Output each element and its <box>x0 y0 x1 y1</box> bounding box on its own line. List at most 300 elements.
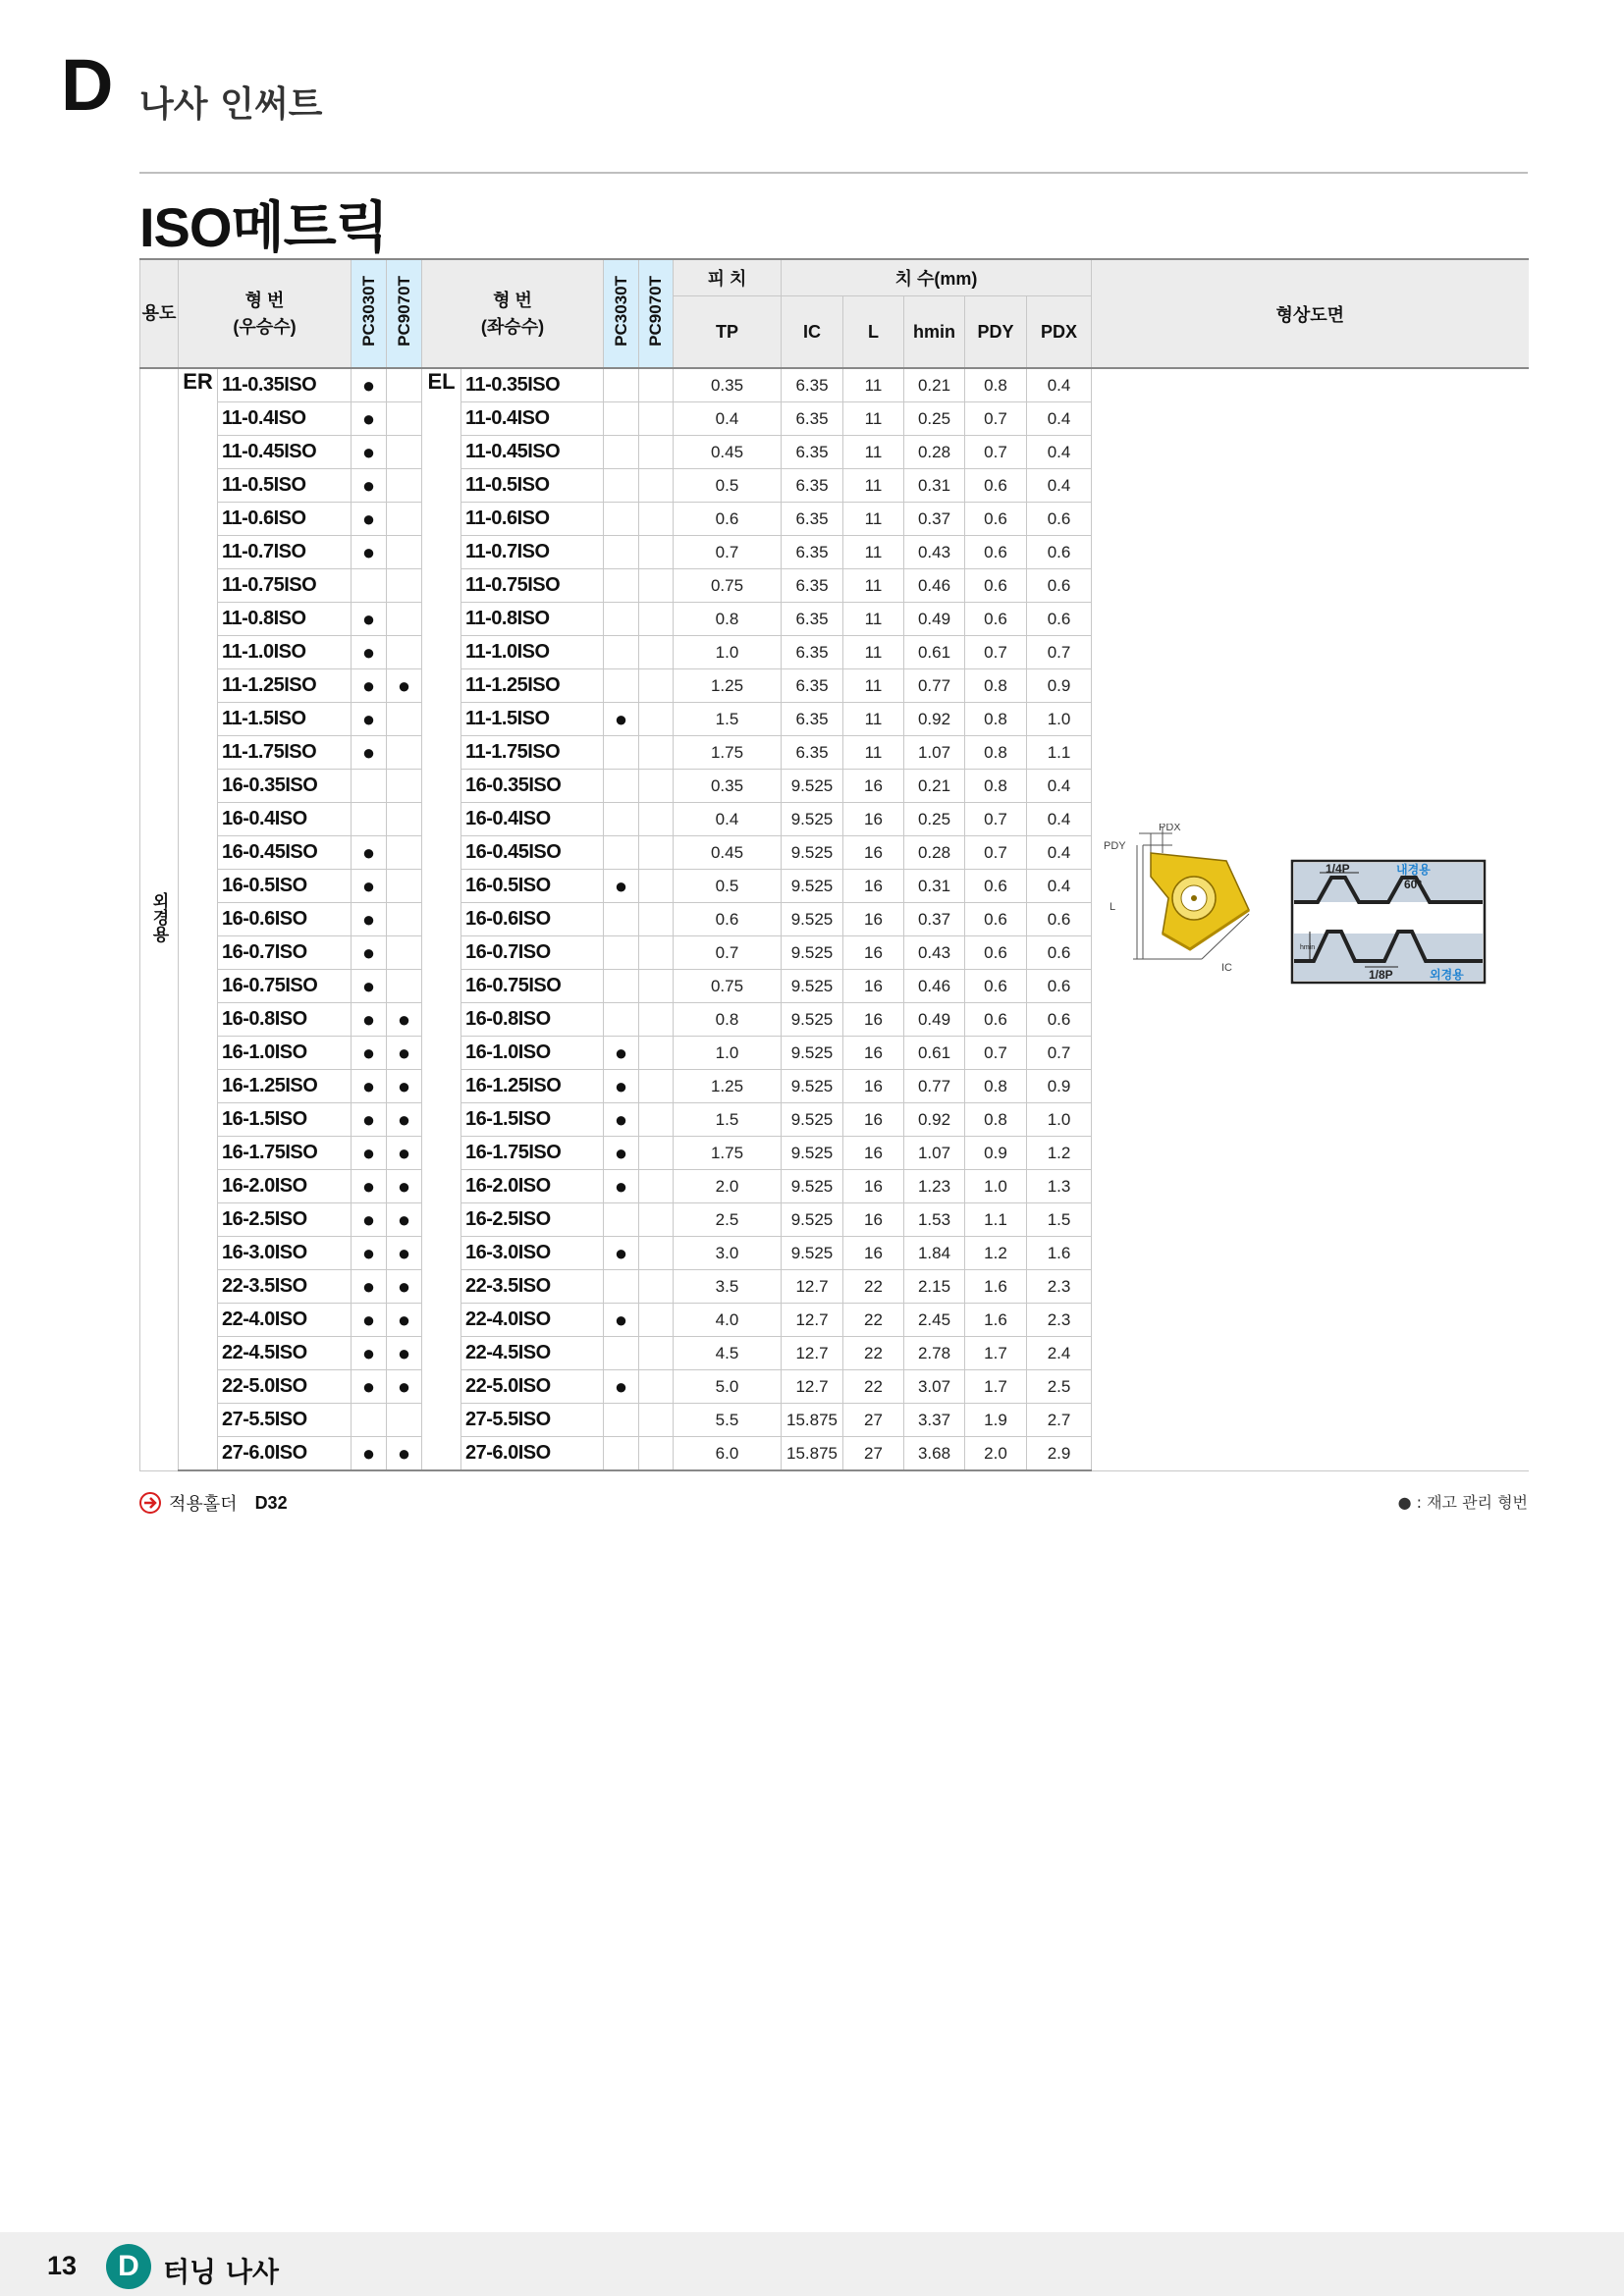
stock-l-pc3030t <box>604 1203 639 1237</box>
pdy-label: PDY <box>1104 840 1126 853</box>
value-hmin: 0.28 <box>904 836 965 870</box>
value-tp: 0.35 <box>674 368 782 402</box>
value-tp: 2.0 <box>674 1170 782 1203</box>
value-ic: 12.7 <box>782 1304 843 1337</box>
model-right: 16-0.5ISO <box>218 870 352 903</box>
stock-r-pc3030t: ● <box>352 1070 387 1103</box>
value-pdx: 0.6 <box>1027 903 1092 936</box>
value-ic: 6.35 <box>782 436 843 469</box>
value-l: 11 <box>843 603 904 636</box>
stock-l-pc9070t <box>639 1437 674 1471</box>
stock-r-pc3030t <box>352 1404 387 1437</box>
stock-l-pc9070t <box>639 870 674 903</box>
value-ic: 9.525 <box>782 836 843 870</box>
value-pdx: 0.9 <box>1027 669 1092 703</box>
stock-l-pc9070t <box>639 1404 674 1437</box>
model-right: 11-0.4ISO <box>218 402 352 436</box>
stock-r-pc9070t: ● <box>387 1170 422 1203</box>
value-l: 11 <box>843 636 904 669</box>
drawing-cell <box>1092 368 1529 1470</box>
value-tp: 0.6 <box>674 503 782 536</box>
stock-r-pc3030t: ● <box>352 368 387 402</box>
value-tp: 2.5 <box>674 1203 782 1237</box>
stock-r-pc3030t: ● <box>352 1304 387 1337</box>
stock-r-pc3030t: ● <box>352 603 387 636</box>
prefix-left <box>422 1437 461 1471</box>
value-pdy: 0.8 <box>965 1103 1027 1137</box>
value-ic: 9.525 <box>782 1203 843 1237</box>
stock-r-pc9070t <box>387 469 422 503</box>
value-l: 11 <box>843 436 904 469</box>
value-pdx: 0.6 <box>1027 536 1092 569</box>
value-pdy: 0.6 <box>965 603 1027 636</box>
stock-r-pc3030t <box>352 803 387 836</box>
prefix-right <box>179 970 218 1003</box>
value-hmin: 0.31 <box>904 469 965 503</box>
value-l: 11 <box>843 703 904 736</box>
prefix-left <box>422 836 461 870</box>
col-grade-pc9070t-left: PC9070T <box>639 259 674 368</box>
stock-l-pc3030t: ● <box>604 1070 639 1103</box>
stock-l-pc3030t: ● <box>604 1370 639 1404</box>
stock-r-pc9070t: ● <box>387 1037 422 1070</box>
value-l: 11 <box>843 736 904 770</box>
prefix-left <box>422 603 461 636</box>
model-left: 16-0.5ISO <box>461 870 604 903</box>
model-right: 16-0.6ISO <box>218 903 352 936</box>
stock-r-pc9070t: ● <box>387 1304 422 1337</box>
prefix-left <box>422 1304 461 1337</box>
value-ic: 12.7 <box>782 1270 843 1304</box>
prefix-right <box>179 436 218 469</box>
value-pdy: 1.7 <box>965 1337 1027 1370</box>
applicable-holder[interactable] <box>139 1490 288 1516</box>
model-left: 22-5.0ISO <box>461 1370 604 1404</box>
value-pdx: 2.3 <box>1027 1304 1092 1337</box>
prefix-right: ER <box>179 368 218 402</box>
value-tp: 0.5 <box>674 870 782 903</box>
stock-r-pc3030t: ● <box>352 1237 387 1270</box>
prefix-left <box>422 736 461 770</box>
stock-l-pc3030t <box>604 836 639 870</box>
value-hmin: 0.43 <box>904 536 965 569</box>
value-l: 16 <box>843 1003 904 1037</box>
prefix-left <box>422 903 461 936</box>
value-pdx: 1.5 <box>1027 1203 1092 1237</box>
stock-l-pc9070t <box>639 1137 674 1170</box>
value-tp: 6.0 <box>674 1437 782 1471</box>
model-left: 16-2.0ISO <box>461 1170 604 1203</box>
value-hmin: 1.84 <box>904 1237 965 1270</box>
prefix-right <box>179 1103 218 1137</box>
prefix-left <box>422 870 461 903</box>
value-pdy: 0.7 <box>965 836 1027 870</box>
value-l: 11 <box>843 503 904 536</box>
stock-r-pc9070t <box>387 436 422 469</box>
stock-l-pc3030t <box>604 368 639 402</box>
prefix-left <box>422 536 461 569</box>
value-hmin: 0.77 <box>904 1070 965 1103</box>
value-hmin: 0.46 <box>904 569 965 603</box>
stock-l-pc9070t <box>639 1270 674 1304</box>
value-l: 22 <box>843 1370 904 1404</box>
prefix-right <box>179 1304 218 1337</box>
value-pdy: 1.9 <box>965 1404 1027 1437</box>
value-pdy: 0.7 <box>965 636 1027 669</box>
stock-r-pc3030t: ● <box>352 402 387 436</box>
value-pdy: 0.8 <box>965 703 1027 736</box>
stock-l-pc9070t <box>639 970 674 1003</box>
insert-dimension-drawing <box>1104 824 1516 1010</box>
value-pdx: 0.4 <box>1027 469 1092 503</box>
stock-r-pc9070t <box>387 569 422 603</box>
value-tp: 5.0 <box>674 1370 782 1404</box>
internal-label: 내경용 <box>1396 863 1432 878</box>
model-right: 11-1.75ISO <box>218 736 352 770</box>
model-left: 16-1.0ISO <box>461 1037 604 1070</box>
stock-r-pc9070t: ● <box>387 1103 422 1137</box>
model-left: 16-3.0ISO <box>461 1237 604 1270</box>
value-tp: 0.45 <box>674 836 782 870</box>
col-model-right: 형 번 (우승수) <box>179 259 352 368</box>
prefix-left <box>422 402 461 436</box>
value-pdy: 0.8 <box>965 669 1027 703</box>
stock-r-pc9070t <box>387 836 422 870</box>
value-tp: 0.6 <box>674 903 782 936</box>
value-ic: 9.525 <box>782 770 843 803</box>
table-row <box>140 368 1529 402</box>
value-hmin: 0.37 <box>904 503 965 536</box>
value-hmin: 0.28 <box>904 436 965 469</box>
section-badge: D <box>106 2244 151 2289</box>
value-pdy: 1.1 <box>965 1203 1027 1237</box>
stock-l-pc3030t <box>604 536 639 569</box>
model-right: 16-0.45ISO <box>218 836 352 870</box>
value-ic: 9.525 <box>782 936 843 970</box>
prefix-left <box>422 803 461 836</box>
stock-r-pc9070t <box>387 903 422 936</box>
stock-r-pc3030t: ● <box>352 469 387 503</box>
model-left: 11-0.7ISO <box>461 536 604 569</box>
model-right: 22-4.5ISO <box>218 1337 352 1370</box>
model-left: 16-0.8ISO <box>461 1003 604 1037</box>
value-pdx: 1.1 <box>1027 736 1092 770</box>
model-right: 11-0.6ISO <box>218 503 352 536</box>
stock-l-pc3030t <box>604 636 639 669</box>
model-left: 16-1.25ISO <box>461 1070 604 1103</box>
value-l: 11 <box>843 669 904 703</box>
col-pdy: PDY <box>965 296 1027 369</box>
stock-l-pc3030t <box>604 503 639 536</box>
stock-r-pc9070t: ● <box>387 1337 422 1370</box>
value-pdy: 0.9 <box>965 1137 1027 1170</box>
value-hmin: 1.07 <box>904 736 965 770</box>
stock-l-pc3030t <box>604 736 639 770</box>
eighth-p-label: 1/8P <box>1369 968 1393 983</box>
value-ic: 6.35 <box>782 368 843 402</box>
value-hmin: 0.31 <box>904 870 965 903</box>
value-ic: 6.35 <box>782 402 843 436</box>
stock-l-pc9070t <box>639 1337 674 1370</box>
stock-l-pc3030t <box>604 469 639 503</box>
stock-r-pc9070t <box>387 1404 422 1437</box>
stock-l-pc3030t <box>604 903 639 936</box>
col-l: L <box>843 296 904 369</box>
value-l: 11 <box>843 402 904 436</box>
value-pdy: 0.8 <box>965 1070 1027 1103</box>
prefix-left <box>422 1103 461 1137</box>
prefix-left <box>422 770 461 803</box>
value-l: 16 <box>843 936 904 970</box>
model-left: 16-1.5ISO <box>461 1103 604 1137</box>
stock-r-pc3030t <box>352 569 387 603</box>
stock-r-pc3030t: ● <box>352 936 387 970</box>
value-hmin: 0.21 <box>904 770 965 803</box>
stock-r-pc3030t: ● <box>352 1103 387 1137</box>
value-ic: 6.35 <box>782 603 843 636</box>
prefix-left <box>422 703 461 736</box>
stock-r-pc3030t: ● <box>352 1370 387 1404</box>
holder-ref[interactable]: D32 <box>254 1492 288 1513</box>
value-hmin: 0.61 <box>904 636 965 669</box>
value-hmin: 1.23 <box>904 1170 965 1203</box>
prefix-left <box>422 1370 461 1404</box>
value-l: 22 <box>843 1304 904 1337</box>
col-drawing: 형상도면 <box>1092 259 1529 368</box>
value-l: 11 <box>843 368 904 402</box>
value-ic: 9.525 <box>782 870 843 903</box>
value-l: 11 <box>843 469 904 503</box>
value-ic: 6.35 <box>782 669 843 703</box>
stock-r-pc3030t: ● <box>352 903 387 936</box>
model-left: 11-0.6ISO <box>461 503 604 536</box>
prefix-left <box>422 1070 461 1103</box>
prefix-left <box>422 1404 461 1437</box>
model-left: 22-4.0ISO <box>461 1304 604 1337</box>
value-ic: 6.35 <box>782 503 843 536</box>
stock-l-pc9070t <box>639 1304 674 1337</box>
model-right: 22-3.5ISO <box>218 1270 352 1304</box>
value-pdx: 0.6 <box>1027 603 1092 636</box>
header-divider <box>139 172 1528 174</box>
model-left: 11-0.4ISO <box>461 402 604 436</box>
value-tp: 0.45 <box>674 436 782 469</box>
col-dimensions: 치 수(mm) <box>782 259 1092 296</box>
stock-l-pc3030t <box>604 569 639 603</box>
value-ic: 9.525 <box>782 1037 843 1070</box>
value-tp: 0.7 <box>674 936 782 970</box>
model-left: 11-0.35ISO <box>461 368 604 402</box>
col-tp: TP <box>674 296 782 369</box>
stock-l-pc3030t <box>604 669 639 703</box>
holder-label: 적용홀더 <box>169 1494 238 1515</box>
stock-l-pc9070t <box>639 903 674 936</box>
prefix-right <box>179 1070 218 1103</box>
value-tp: 1.5 <box>674 1103 782 1137</box>
value-pdy: 1.7 <box>965 1370 1027 1404</box>
value-l: 16 <box>843 1037 904 1070</box>
prefix-left <box>422 1003 461 1037</box>
value-l: 16 <box>843 970 904 1003</box>
stock-r-pc9070t <box>387 703 422 736</box>
value-pdx: 2.5 <box>1027 1370 1092 1404</box>
prefix-right <box>179 770 218 803</box>
value-pdy: 0.7 <box>965 803 1027 836</box>
prefix-right <box>179 703 218 736</box>
prefix-left <box>422 1337 461 1370</box>
stock-r-pc9070t: ● <box>387 1237 422 1270</box>
stock-l-pc9070t <box>639 1203 674 1237</box>
stock-l-pc9070t <box>639 1037 674 1070</box>
stock-r-pc9070t <box>387 603 422 636</box>
value-hmin: 3.07 <box>904 1370 965 1404</box>
value-l: 16 <box>843 870 904 903</box>
stock-l-pc9070t <box>639 368 674 402</box>
value-tp: 1.5 <box>674 703 782 736</box>
model-left: 16-0.4ISO <box>461 803 604 836</box>
stock-r-pc9070t: ● <box>387 1370 422 1404</box>
value-tp: 0.4 <box>674 402 782 436</box>
stock-l-pc9070t <box>639 503 674 536</box>
prefix-left <box>422 970 461 1003</box>
value-pdy: 0.6 <box>965 1003 1027 1037</box>
col-use: 용도 <box>140 259 179 368</box>
stock-l-pc3030t: ● <box>604 1304 639 1337</box>
prefix-left <box>422 1203 461 1237</box>
hmin-label: hmin <box>1300 944 1316 952</box>
prefix-right <box>179 903 218 936</box>
col-ic: IC <box>782 296 843 369</box>
section-label: 터닝 나사 <box>163 2256 279 2288</box>
model-right: 16-2.0ISO <box>218 1170 352 1203</box>
stock-l-pc9070t <box>639 636 674 669</box>
stock-l-pc9070t <box>639 1237 674 1270</box>
value-l: 16 <box>843 803 904 836</box>
stock-l-pc9070t <box>639 436 674 469</box>
value-tp: 3.0 <box>674 1237 782 1270</box>
value-pdy: 0.7 <box>965 402 1027 436</box>
value-hmin: 0.92 <box>904 703 965 736</box>
model-left: 27-6.0ISO <box>461 1437 604 1471</box>
value-pdx: 1.6 <box>1027 1237 1092 1270</box>
stock-l-pc3030t <box>604 970 639 1003</box>
value-l: 16 <box>843 1170 904 1203</box>
model-right: 11-0.75ISO <box>218 569 352 603</box>
stock-l-pc9070t <box>639 836 674 870</box>
model-right: 27-6.0ISO <box>218 1437 352 1471</box>
value-pdy: 1.6 <box>965 1270 1027 1304</box>
stock-legend: ● : 재고 관리 형번 <box>1397 1493 1528 1512</box>
model-right: 11-0.45ISO <box>218 436 352 469</box>
value-pdx: 0.4 <box>1027 870 1092 903</box>
value-pdy: 0.7 <box>965 1037 1027 1070</box>
pdx-label: PDX <box>1159 824 1181 834</box>
stock-l-pc3030t <box>604 1270 639 1304</box>
stock-r-pc9070t <box>387 803 422 836</box>
prefix-right <box>179 636 218 669</box>
prefix-right <box>179 1203 218 1237</box>
stock-l-pc9070t <box>639 1003 674 1037</box>
spec-table <box>139 258 1529 1471</box>
prefix-right <box>179 536 218 569</box>
value-ic: 9.525 <box>782 803 843 836</box>
prefix-left <box>422 1170 461 1203</box>
value-hmin: 0.46 <box>904 970 965 1003</box>
value-ic: 12.7 <box>782 1370 843 1404</box>
prefix-right <box>179 736 218 770</box>
value-hmin: 3.37 <box>904 1404 965 1437</box>
stock-r-pc9070t <box>387 936 422 970</box>
model-right: 16-2.5ISO <box>218 1203 352 1237</box>
stock-l-pc9070t <box>639 803 674 836</box>
value-pdx: 0.6 <box>1027 936 1092 970</box>
model-left: 16-0.45ISO <box>461 836 604 870</box>
value-tp: 1.75 <box>674 736 782 770</box>
model-right: 11-0.35ISO <box>218 368 352 402</box>
model-right: 16-0.8ISO <box>218 1003 352 1037</box>
value-tp: 4.0 <box>674 1304 782 1337</box>
prefix-right <box>179 503 218 536</box>
spec-table-body <box>140 368 1529 1470</box>
stock-l-pc9070t <box>639 469 674 503</box>
value-tp: 4.5 <box>674 1337 782 1370</box>
value-pdx: 0.6 <box>1027 569 1092 603</box>
stock-r-pc3030t: ● <box>352 970 387 1003</box>
model-left: 16-0.35ISO <box>461 770 604 803</box>
value-pdy: 0.7 <box>965 436 1027 469</box>
stock-r-pc3030t: ● <box>352 1437 387 1471</box>
model-left: 11-0.75ISO <box>461 569 604 603</box>
prefix-left <box>422 1037 461 1070</box>
value-hmin: 2.45 <box>904 1304 965 1337</box>
stock-l-pc3030t <box>604 1437 639 1471</box>
stock-l-pc3030t: ● <box>604 1103 639 1137</box>
value-l: 16 <box>843 1070 904 1103</box>
value-ic: 9.525 <box>782 1137 843 1170</box>
prefix-right <box>179 803 218 836</box>
model-right: 16-1.0ISO <box>218 1037 352 1070</box>
value-ic: 6.35 <box>782 736 843 770</box>
stock-l-pc9070t <box>639 936 674 970</box>
model-left: 11-0.5ISO <box>461 469 604 503</box>
prefix-left <box>422 669 461 703</box>
model-right: 22-4.0ISO <box>218 1304 352 1337</box>
value-tp: 0.8 <box>674 603 782 636</box>
model-left: 16-0.7ISO <box>461 936 604 970</box>
stock-l-pc3030t <box>604 936 639 970</box>
stock-r-pc3030t: ● <box>352 1270 387 1304</box>
value-ic: 6.35 <box>782 569 843 603</box>
prefix-right <box>179 870 218 903</box>
ic-label: IC <box>1221 962 1233 975</box>
prefix-left: EL <box>422 368 461 402</box>
value-tp: 1.25 <box>674 1070 782 1103</box>
model-left: 27-5.5ISO <box>461 1404 604 1437</box>
prefix-left <box>422 503 461 536</box>
stock-l-pc3030t: ● <box>604 1037 639 1070</box>
stock-r-pc9070t <box>387 368 422 402</box>
value-hmin: 0.37 <box>904 903 965 936</box>
value-l: 22 <box>843 1270 904 1304</box>
stock-r-pc9070t <box>387 402 422 436</box>
chapter-title: 나사 인써트 <box>139 84 323 125</box>
value-pdy: 0.6 <box>965 970 1027 1003</box>
value-pdy: 0.8 <box>965 736 1027 770</box>
value-pdx: 0.6 <box>1027 503 1092 536</box>
value-pdy: 0.6 <box>965 536 1027 569</box>
value-l: 11 <box>843 536 904 569</box>
value-ic: 9.525 <box>782 1103 843 1137</box>
